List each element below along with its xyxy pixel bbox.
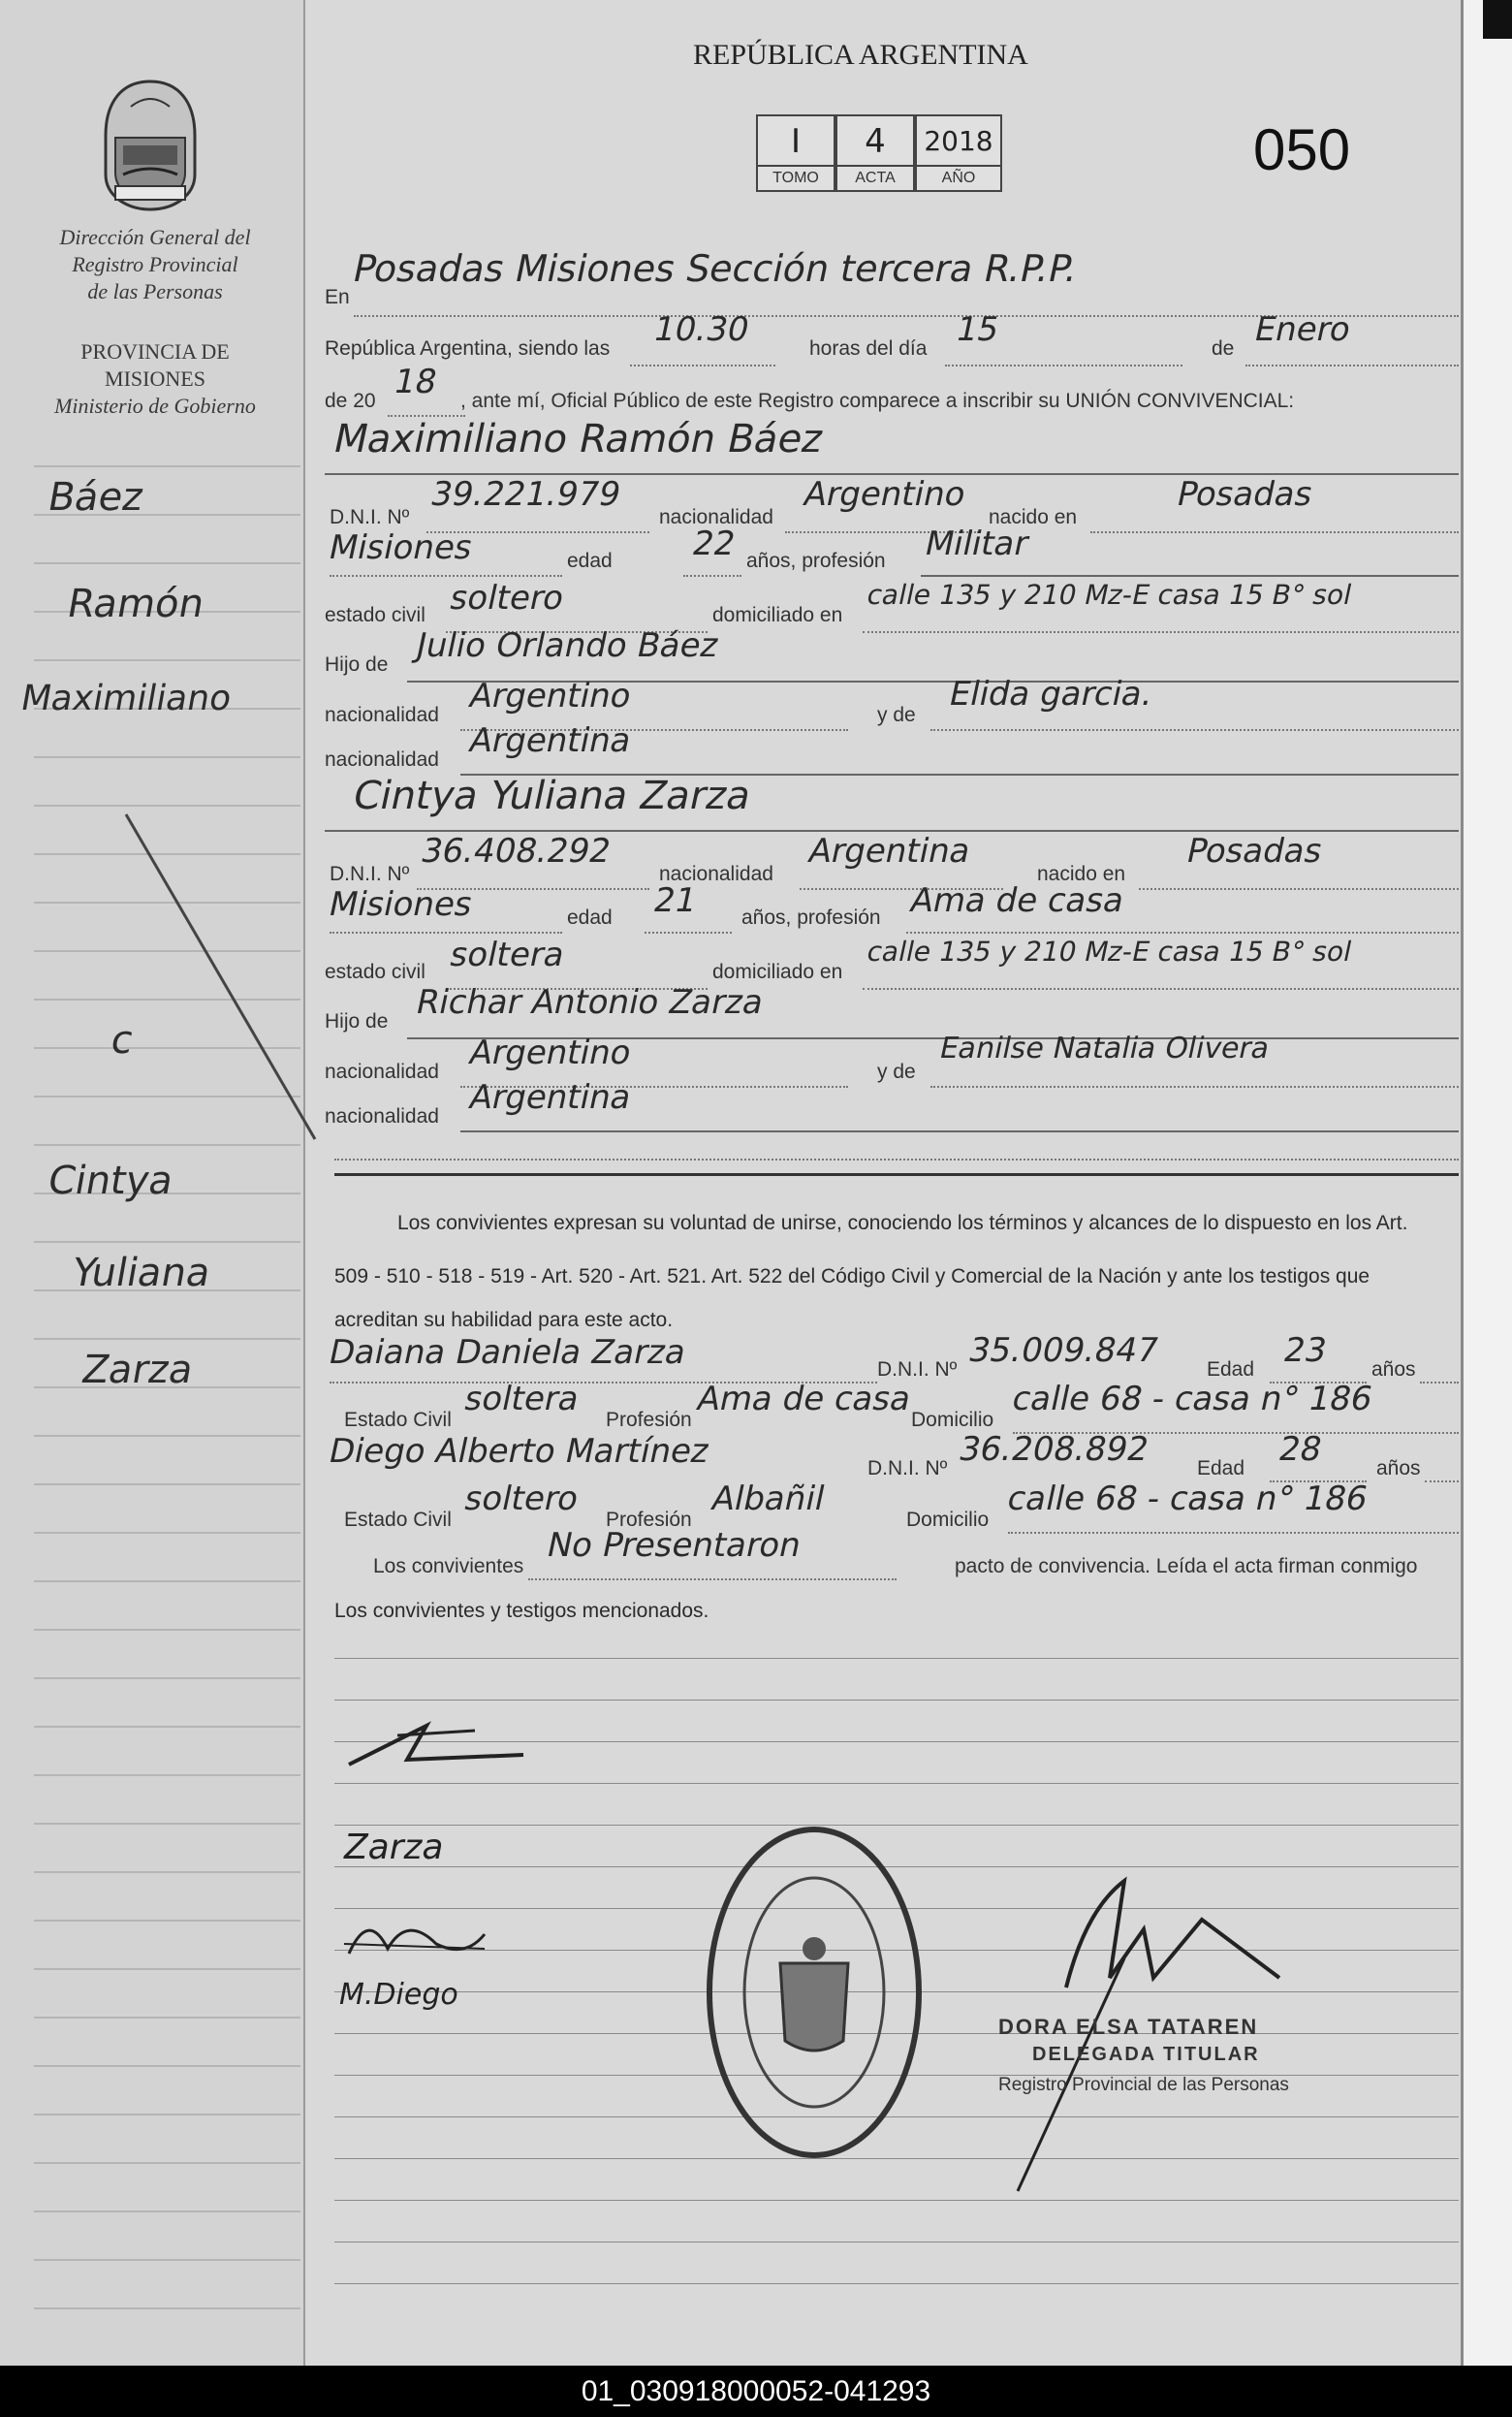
witness1-profession: Ama de casa bbox=[693, 1380, 915, 1418]
witness2-civil: soltero bbox=[460, 1479, 583, 1518]
margin-note-surname: Báez bbox=[44, 475, 147, 520]
witness1-dni: 35.009.847 bbox=[964, 1331, 1162, 1370]
person1-age: 22 bbox=[688, 525, 740, 563]
person1-civil-row: estado civil soltero domiciliado en calle 135 y 210 Mz-E casa 15 B° sol bbox=[325, 579, 1459, 627]
section-divider bbox=[334, 1173, 1459, 1176]
person1-father-row: Hijo de Julio Orlando Báez bbox=[325, 630, 1459, 679]
witness1-civil: soltera bbox=[460, 1380, 583, 1418]
record-place-row: En Posadas Misiones Sección tercera R.P.P. bbox=[325, 247, 1459, 296]
org-line-3: de las Personas bbox=[87, 279, 223, 303]
person1-name-row bbox=[325, 417, 1459, 465]
person1-parents-row: nacionalidad Argentino y de Elida garcia. bbox=[325, 679, 1459, 727]
registry-box bbox=[756, 114, 1002, 192]
margin-note-connector: c bbox=[107, 1018, 138, 1063]
person1-birthplace: Posadas bbox=[1173, 475, 1317, 514]
person1-birthplace-cont: Misiones bbox=[325, 528, 477, 567]
person2-age-row: Misiones edad 21 años, profesión Ama de casa bbox=[325, 885, 1459, 934]
acta-cell: 4 ACTA bbox=[835, 114, 915, 192]
declaration-line-2: 509 - 510 - 518 - 519 - Art. 520 - Art. 521. Art. 522 del Código Civil y Comercial de la Nación y ante los testigos que bbox=[334, 1265, 1370, 1288]
person2-mother-nationality-row: nacionalidad Argentina bbox=[325, 1082, 1459, 1130]
official-name: DORA ELSA TATAREN bbox=[998, 2015, 1259, 2039]
person2-birthplace: Posadas bbox=[1182, 832, 1327, 871]
closing-line-2: Los convivientes y testigos mencionados. bbox=[334, 1600, 709, 1622]
witness1-name: Daiana Daniela Zarza bbox=[325, 1333, 690, 1372]
official-title: DELEGADA TITULAR bbox=[1032, 2044, 1260, 2065]
person2-father-nationality: Argentino bbox=[465, 1034, 636, 1072]
witness1-details-row: Estado Civil soltera Profesión Ama de casa Domicilio calle 68 - casa n° 186 bbox=[325, 1383, 1459, 1432]
person1-civil-status: soltero bbox=[446, 579, 568, 618]
ano-cell: 2018 AÑO bbox=[915, 114, 1002, 192]
person1-mother-nationality-row: nacionalidad Argentina bbox=[325, 725, 1459, 774]
declaration-line-1: Los convivientes expresan su voluntad de unirse, conociendo los términos y alcances de lo dispuesto en los Art. bbox=[397, 1212, 1408, 1234]
person1-dni-row: D.N.I. Nº 39.221.979 nacionalidad Argentino nacido en Posadas bbox=[325, 475, 1459, 524]
person2-nationality: Argentina bbox=[804, 832, 975, 871]
person1-mother: Elida garcia. bbox=[945, 675, 1157, 714]
signature-2: Zarza bbox=[344, 1828, 444, 1867]
person1-domicile: calle 135 y 210 Mz-E casa 15 B° sol bbox=[864, 579, 1355, 611]
province-line-2: MISIONES bbox=[105, 366, 205, 391]
signature-1 bbox=[339, 1706, 533, 1784]
tomo-cell: I TOMO bbox=[756, 114, 835, 192]
margin-note-second-first-name: Cintya bbox=[44, 1159, 177, 1203]
person2-dni: 36.408.292 bbox=[417, 832, 614, 871]
record-year-row: de 20 18 , ante mí, Oficial Público de este Registro comparece a inscribir su UNIÓN CONVIVENCIAL: bbox=[325, 366, 1459, 415]
margin-note-middle-name: Ramón bbox=[63, 582, 208, 626]
witness1-age: 23 bbox=[1279, 1331, 1331, 1370]
person2-name-row bbox=[325, 774, 1459, 822]
margin-note-first-name: Maximiliano bbox=[17, 679, 236, 718]
margin-note-second-middle-name: Yuliana bbox=[68, 1251, 214, 1295]
province-line-1: PROVINCIA DE bbox=[80, 339, 230, 364]
person2-name: Cintya Yuliana Zarza bbox=[349, 774, 756, 818]
witness2-row: Diego Alberto Martínez D.N.I. Nº 36.208.892 Edad 28 años bbox=[325, 1432, 1459, 1480]
left-margin-column bbox=[0, 0, 305, 2366]
witness1-row: Daiana Daniela Zarza D.N.I. Nº 35.009.847 Edad 23 años bbox=[325, 1333, 1459, 1382]
person1-father-nationality: Argentino bbox=[465, 677, 636, 716]
person1-nationality: Argentino bbox=[800, 475, 970, 514]
person2-parents-row: nacionalidad Argentino y de Eanilse Natalia Olivera bbox=[325, 1035, 1459, 1084]
closing-filled-value: No Presentaron bbox=[543, 1526, 805, 1565]
month-value: Enero bbox=[1250, 310, 1355, 349]
witness2-dni: 36.208.892 bbox=[955, 1430, 1152, 1469]
witness1-domicile: calle 68 - casa n° 186 bbox=[1008, 1380, 1376, 1418]
person1-father: Julio Orlando Báez bbox=[412, 626, 723, 665]
org-line-2: Registro Provincial bbox=[72, 252, 238, 276]
witness2-age: 28 bbox=[1275, 1430, 1326, 1469]
record-time-row: República Argentina, siendo las 10.30 horas del día 15 de Enero bbox=[325, 310, 1459, 359]
person2-civil-row: estado civil soltera domiciliado en calle 135 y 210 Mz-E casa 15 B° sol bbox=[325, 936, 1459, 984]
province-coat-of-arms-icon bbox=[102, 78, 199, 213]
person2-domicile: calle 135 y 210 Mz-E casa 15 B° sol bbox=[864, 936, 1355, 968]
margin-strike-line bbox=[116, 805, 330, 1154]
person1-profession: Militar bbox=[921, 525, 1033, 563]
scan-edge bbox=[1464, 0, 1512, 2417]
person2-profession: Ama de casa bbox=[906, 881, 1128, 920]
page-number: 050 bbox=[1253, 117, 1351, 182]
person2-father-row: Hijo de Richar Antonio Zarza bbox=[325, 987, 1459, 1035]
person1-mother-nationality: Argentina bbox=[465, 721, 636, 760]
official-office: Registro Provincial de las Personas bbox=[998, 2075, 1289, 2095]
margin-note-second-surname: Zarza bbox=[78, 1348, 197, 1392]
person2-dni-row: D.N.I. Nº 36.408.292 nacionalidad Argentina nacido en Posadas bbox=[325, 832, 1459, 880]
witness2-name: Diego Alberto Martínez bbox=[325, 1432, 713, 1471]
day-value: 15 bbox=[952, 310, 1003, 349]
closing-row: Los convivientes No Presentaron pacto de convivencia. Leída el acta firman conmigo bbox=[325, 1532, 1459, 1580]
person2-father: Richar Antonio Zarza bbox=[412, 983, 768, 1022]
person2-birthplace-cont: Misiones bbox=[325, 885, 477, 924]
year-value: 18 bbox=[390, 363, 441, 401]
time-value: 10.30 bbox=[649, 310, 753, 349]
person2-mother: Eanilse Natalia Olivera bbox=[936, 1032, 1274, 1065]
person2-civil-status: soltera bbox=[446, 936, 569, 974]
declaration-line-3: acreditan su habilidad para este acto. bbox=[334, 1309, 674, 1331]
footer-bar bbox=[0, 2366, 1512, 2417]
signature-4: M.Diego bbox=[339, 1978, 458, 2012]
signature-3 bbox=[339, 1905, 494, 1973]
org-line-1: Dirección General del bbox=[59, 225, 251, 249]
country-heading: REPÚBLICA ARGENTINA bbox=[693, 39, 1028, 71]
person2-age: 21 bbox=[649, 881, 701, 920]
witness2-profession: Albañil bbox=[708, 1479, 829, 1518]
place-value: Posadas Misiones Sección tercera R.P.P. bbox=[349, 247, 1083, 290]
person1-age-row: Misiones edad 22 años, profesión Militar bbox=[325, 528, 1459, 577]
person1-dni: 39.221.979 bbox=[426, 475, 624, 514]
person1-name: Maximiliano Ramón Báez bbox=[330, 417, 828, 461]
document-code: 01_030918000052-041293 bbox=[581, 2374, 931, 2407]
ministry-line: Ministerio de Gobierno bbox=[54, 394, 256, 418]
person2-mother-nationality: Argentina bbox=[465, 1078, 636, 1117]
official-seal-icon bbox=[698, 1818, 930, 2167]
witness2-details-row: Estado Civil soltero Profesión Albañil Domicilio calle 68 - casa n° 186 bbox=[325, 1483, 1459, 1532]
witness2-domicile: calle 68 - casa n° 186 bbox=[1003, 1479, 1371, 1518]
